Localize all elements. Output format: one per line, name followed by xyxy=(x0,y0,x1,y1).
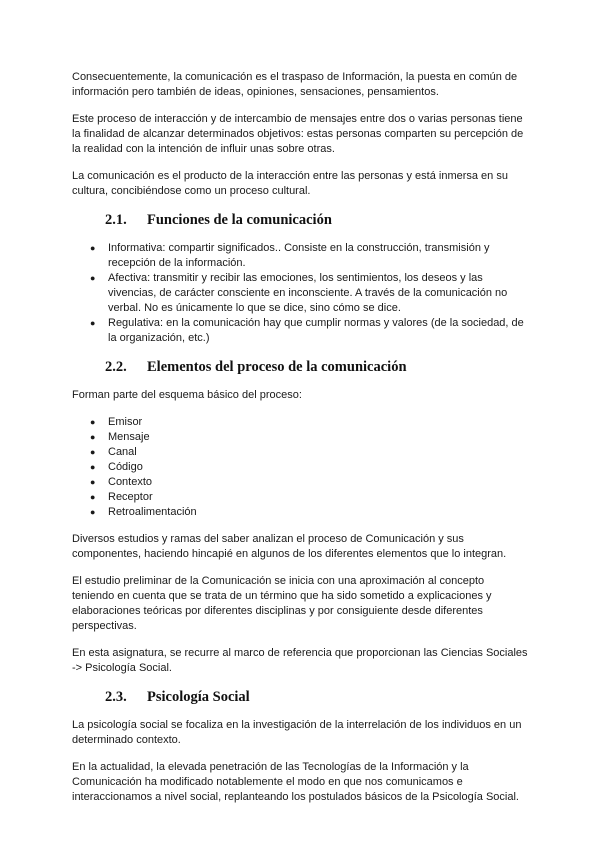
elementos-paragraph-3: En esta asignatura, se recurre al marco de referencia que proporcionan las Ciencias Sociales -> Psicología Social. xyxy=(72,647,528,674)
section-heading-elementos xyxy=(72,358,528,376)
section-number: 2.2. xyxy=(105,359,127,375)
list-item-text: Afectiva: transmitir y recibir las emociones, los sentimientos, los deseos y las vivencias, de carácter consciente en inconsciente. A través de la comunicación no verbal. No es únicamente lo que se dice, sino cómo se dice. xyxy=(108,272,508,314)
list-item-text: Emisor xyxy=(108,416,143,428)
section-title: Psicología Social xyxy=(147,689,250,705)
list-item xyxy=(90,505,528,520)
bullet-icon: ● xyxy=(90,432,96,442)
funciones-list xyxy=(72,241,528,346)
bullet-icon: ● xyxy=(90,318,96,328)
bullet-icon: ● xyxy=(90,492,96,502)
elementos-list xyxy=(72,415,528,520)
list-item xyxy=(90,490,528,505)
section-heading-funciones xyxy=(72,211,528,229)
list-item-text: Código xyxy=(108,461,143,473)
list-item-text: Retroalimentación xyxy=(108,506,197,518)
intro-paragraph-3: La comunicación es el producto de la interacción entre las personas y está inmersa en su cultura, concibiéndose como un proceso cultural. xyxy=(72,170,508,197)
intro-paragraph-1: Consecuentemente, la comunicación es el traspaso de Información, la puesta en común de información pero también de ideas, opiniones, sensaciones, pensamientos. xyxy=(72,71,518,98)
list-item xyxy=(90,445,528,460)
bullet-icon: ● xyxy=(90,462,96,472)
list-item xyxy=(90,316,528,346)
bullet-icon: ● xyxy=(90,507,96,517)
list-item xyxy=(90,430,528,445)
bullet-icon: ● xyxy=(90,243,96,253)
bullet-icon: ● xyxy=(90,477,96,487)
elementos-paragraph-1: Diversos estudios y ramas del saber analizan el proceso de Comunicación y sus componentes, haciendo hincapié en algunos de los diferentes elementos que lo integran. xyxy=(72,533,507,560)
section-title: Elementos del proceso de la comunicación xyxy=(147,359,407,375)
list-item xyxy=(90,475,528,490)
list-item xyxy=(90,241,528,271)
elementos-paragraph-2: El estudio preliminar de la Comunicación se inicia con una aproximación al concepto teniendo en cuenta que se trata de un término que ha sido sometido a explicaciones y elaboraciones teóricas por diferentes disciplinas y por consiguiente desde diferentes perspectivas. xyxy=(72,575,492,632)
list-item-text: Canal xyxy=(108,446,137,458)
section-heading-psicologia xyxy=(72,688,528,706)
section-number: 2.1. xyxy=(105,212,127,228)
list-item xyxy=(90,271,528,316)
list-item-text: Regulativa: en la comunicación hay que cumplir normas y valores (de la sociedad, de la organización, etc.) xyxy=(108,317,524,344)
section-title: Funciones de la comunicación xyxy=(147,212,332,228)
section-number: 2.3. xyxy=(105,689,127,705)
bullet-icon: ● xyxy=(90,273,96,283)
list-item-text: Contexto xyxy=(108,476,153,488)
bullet-icon: ● xyxy=(90,417,96,427)
list-item xyxy=(90,460,528,475)
list-item-text: Mensaje xyxy=(108,431,150,443)
psicologia-paragraph-2: En la actualidad, la elevada penetración de las Tecnologías de la Información y la Comunicación ha modificado notablemente el modo en que nos comunicamos e interaccionamos a nivel social, replanteando los postulados básicos de la Psicología Social. xyxy=(72,761,519,803)
list-item-text: Informativa: compartir significados.. Consiste en la construcción, transmisión y recepción de la información. xyxy=(108,242,490,269)
list-item-text: Receptor xyxy=(108,491,153,503)
bullet-icon: ● xyxy=(90,447,96,457)
psicologia-paragraph-1: La psicología social se focaliza en la investigación de la interrelación de los individuos en un determinado contexto. xyxy=(72,719,522,746)
intro-paragraph-2: Este proceso de interacción y de intercambio de mensajes entre dos o varias personas tiene la finalidad de alcanzar determinados objetivos: estas personas comparten su percepción de la realidad con la intención de influir unas sobre otras. xyxy=(72,113,524,155)
elementos-lead: Forman parte del esquema básico del proceso: xyxy=(72,389,302,401)
list-item xyxy=(90,415,528,430)
